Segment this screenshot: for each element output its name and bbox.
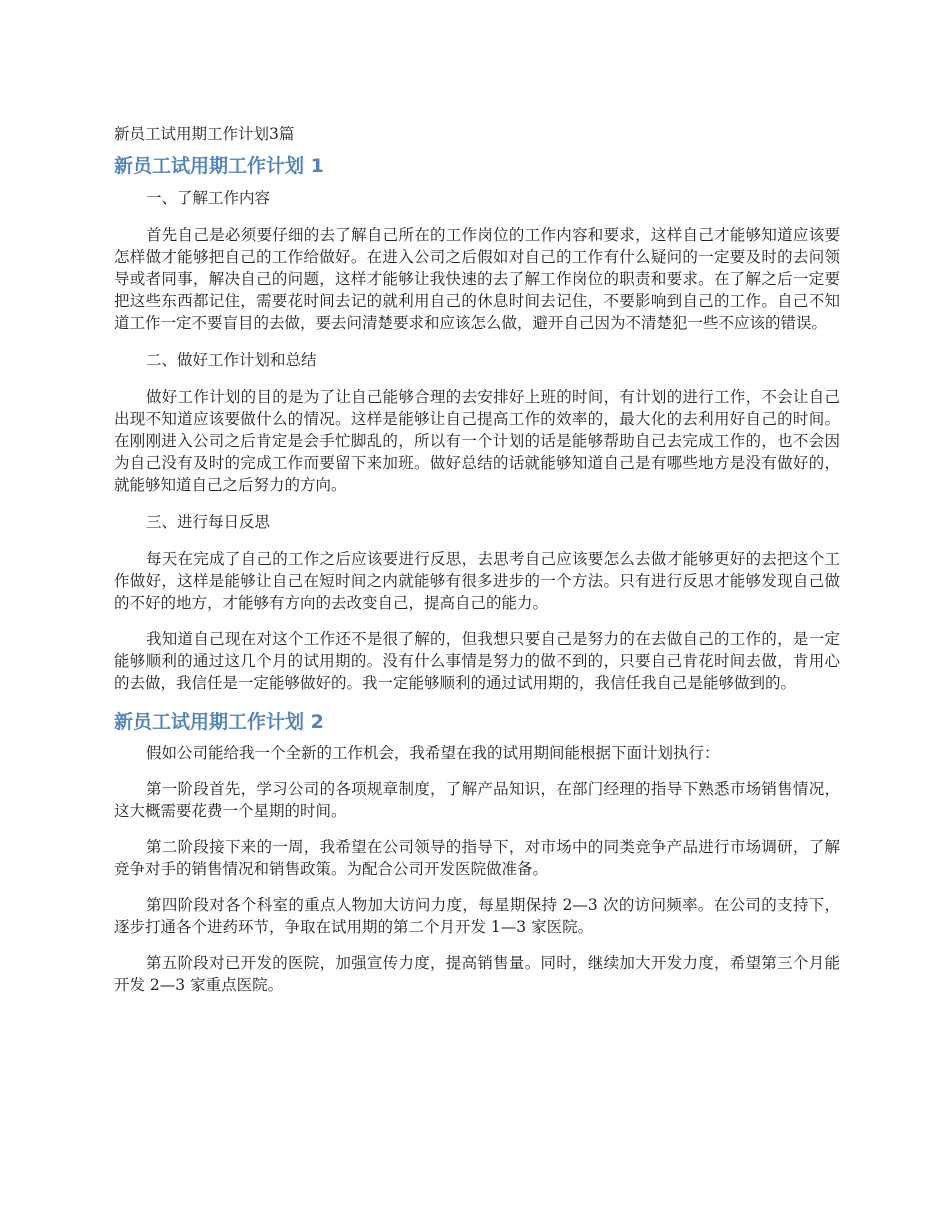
paragraph: 每天在完成了自己的工作之后应该要进行反思，去思考自己应该要怎么去做才能够更好的去把这个工作做好，这样是能够让自己在短时间之内就能够有很多进步的一个方法。只有进行反思才能够发现自己做的不好的地方，才能够有方向的去改变自己，提高自己的能力。	[114, 550, 840, 612]
paragraph: 第四阶段对各个科室的重点人物加大访问力度，每星期保持 2—3 次的访问频率。在公司的支持下，逐步打通各个进药环节，争取在试用期的第二个月开发 1—3 家医院。	[114, 896, 840, 936]
paragraph: 第五阶段对已开发的医院，加强宣传力度，提高销售量。同时，继续加大开发力度，希望第三个月能开发 2—3 家重点医院。	[114, 954, 840, 994]
sub-heading: 三、进行每日反思	[146, 513, 271, 531]
section-plan-1	[114, 152, 840, 694]
document-title: 新员工试用期工作计划3篇	[114, 125, 295, 143]
paragraph: 第一阶段首先，学习公司的各项规章制度，了解产品知识，在部门经理的指导下熟悉市场销售情况，这大概需要花费一个星期的时间。	[114, 780, 840, 820]
paragraph: 我知道自己现在对这个工作还不是很了解的，但我想只要自己是努力的在去做自己的工作的，是一定能够顺利的通过这几个月的试用期的。没有什么事情是努力的做不到的，只要自己肯花时间去做，肯用心的去做，我信任是一定能够做好的。我一定能够顺利的通过试用期的，我信任我自己是能够做到的。	[114, 630, 840, 692]
paragraph: 假如公司能给我一个全新的工作机会，我希望在我的试用期间能根据下面计划执行：	[146, 744, 720, 762]
document-content	[114, 122, 840, 1010]
paragraph: 首先自己是必须要仔细的去了解自己所在的工作岗位的工作内容和要求，这样自己才能够知道应该要怎样做才能够把自己的工作给做好。在进入公司之后假如对自己的工作有什么疑问的一定要及时的去问领导或者同事，解决自己的问题，这样才能够让我快速的去了解工作岗位的职责和要求。在了解之后一定要把这些东西都记住，需要花时间去记的就利用自己的休息时间去记住，不要影响到自己的工作。自己不知道工作一定不要盲目的去做，要去问清楚要求和应该怎么做，避开自己因为不清楚犯一些不应该的错误。	[114, 226, 840, 332]
section-heading: 新员工试用期工作计划 2	[114, 711, 324, 733]
sub-heading: 一、了解工作内容	[146, 189, 271, 207]
section-plan-2	[114, 708, 840, 996]
paragraph: 第二阶段接下来的一周，我希望在公司领导的指导下，对市场中的同类竞争产品进行市场调研，了解竞争对手的销售情况和销售政策。为配合公司开发医院做准备。	[114, 838, 840, 878]
section-heading: 新员工试用期工作计划 1	[114, 155, 324, 177]
sub-heading: 二、做好工作计划和总结	[146, 351, 317, 369]
paragraph: 做好工作计划的目的是为了让自己能够合理的去安排好上班的时间，有计划的进行工作，不会让自己出现不知道应该要做什么的情况。这样是能够让自己提高工作的效率的，最大化的去利用好自己的时间。在刚刚进入公司之后肯定是会手忙脚乱的，所以有一个计划的话是能够帮助自己去完成工作的，也不会因为自己没有及时的完成工作而要留下来加班。做好总结的话就能够知道自己是有哪些地方是没有做好的，就能够知道自己之后努力的方向。	[114, 388, 840, 494]
